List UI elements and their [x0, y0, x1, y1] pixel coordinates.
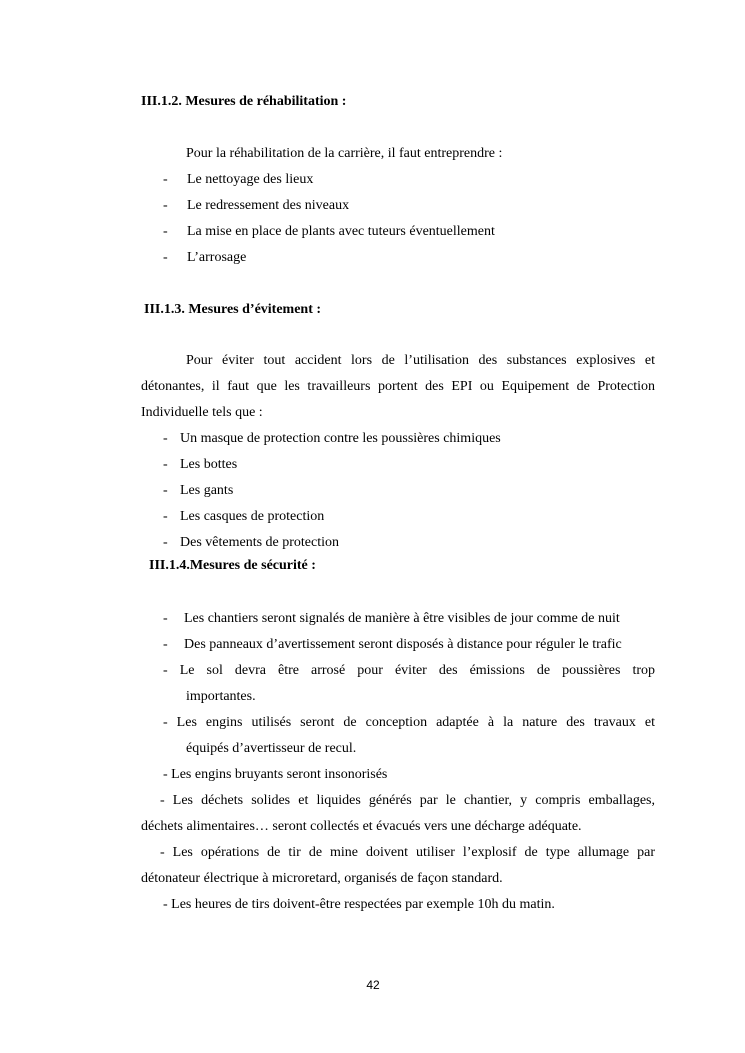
- bullet-dash: -: [163, 611, 168, 626]
- list-item: Les gants: [180, 483, 234, 498]
- list-item: - Les engins utilisés seront de conception adaptée à la nature des travaux et: [163, 715, 655, 730]
- bullet-dash: -: [163, 535, 168, 550]
- list-item-continuation: importantes.: [186, 689, 256, 704]
- list-item: - Les déchets solides et liquides générés par le chantier, y compris emballages,: [160, 793, 655, 808]
- list-item: Des vêtements de protection: [180, 535, 340, 550]
- bullet-dash: -: [163, 457, 168, 472]
- list-item: - Les heures de tirs doivent-être respectées par exemple 10h du matin.: [163, 897, 555, 912]
- list-item: Le nettoyage des lieux: [187, 172, 314, 187]
- list-item: Les bottes: [180, 457, 238, 472]
- bullet-dash: -: [163, 431, 168, 446]
- paragraph-line: détonantes, il faut que les travailleurs portent des EPI ou Equipement de Protection: [141, 379, 655, 394]
- list-item: Le redressement des niveaux: [187, 198, 350, 213]
- section-heading-rehabilitation: III.1.2. Mesures de réhabilitation :: [141, 94, 347, 109]
- paragraph-line: Individuelle tels que :: [141, 405, 263, 420]
- bullet-dash: -: [163, 172, 168, 187]
- bullet-dash: -: [163, 198, 168, 213]
- bullet-dash: -: [163, 509, 168, 524]
- list-item: La mise en place de plants avec tuteurs éventuellement: [187, 224, 495, 239]
- paragraph-line: Pour éviter tout accident lors de l’utilisation des substances explosives et: [186, 353, 655, 368]
- rehabilitation-intro: Pour la réhabilitation de la carrière, il faut entreprendre :: [186, 146, 503, 161]
- list-item: - Les engins bruyants seront insonorisés: [163, 767, 388, 782]
- list-item: - Les opérations de tir de mine doivent utiliser l’explosif de type allumage par: [160, 845, 655, 860]
- list-item: Des panneaux d’avertissement seront disposés à distance pour réguler le trafic: [184, 637, 622, 652]
- list-item-continuation: déchets alimentaires… seront collectés et évacués vers une décharge adéquate.: [141, 819, 582, 834]
- list-item: Les chantiers seront signalés de manière à être visibles de jour comme de nuit: [184, 611, 620, 626]
- bullet-dash: -: [163, 483, 168, 498]
- list-item: Les casques de protection: [180, 509, 325, 524]
- bullet-dash: -: [163, 637, 168, 652]
- list-item-continuation: équipés d’avertisseur de recul.: [186, 741, 357, 756]
- section-heading-securite: III.1.4.Mesures de sécurité :: [149, 558, 316, 573]
- list-item: L’arrosage: [187, 250, 247, 265]
- page-number: 42: [366, 978, 380, 992]
- list-item: - Le sol devra être arrosé pour éviter des émissions de poussières trop: [163, 663, 655, 678]
- list-item-continuation: détonateur électrique à microretard, organisés de façon standard.: [141, 871, 503, 886]
- bullet-dash: -: [163, 250, 168, 265]
- section-heading-evitement: III.1.3. Mesures d’évitement :: [144, 302, 322, 317]
- bullet-dash: -: [163, 224, 168, 239]
- list-item: Un masque de protection contre les poussières chimiques: [180, 431, 501, 446]
